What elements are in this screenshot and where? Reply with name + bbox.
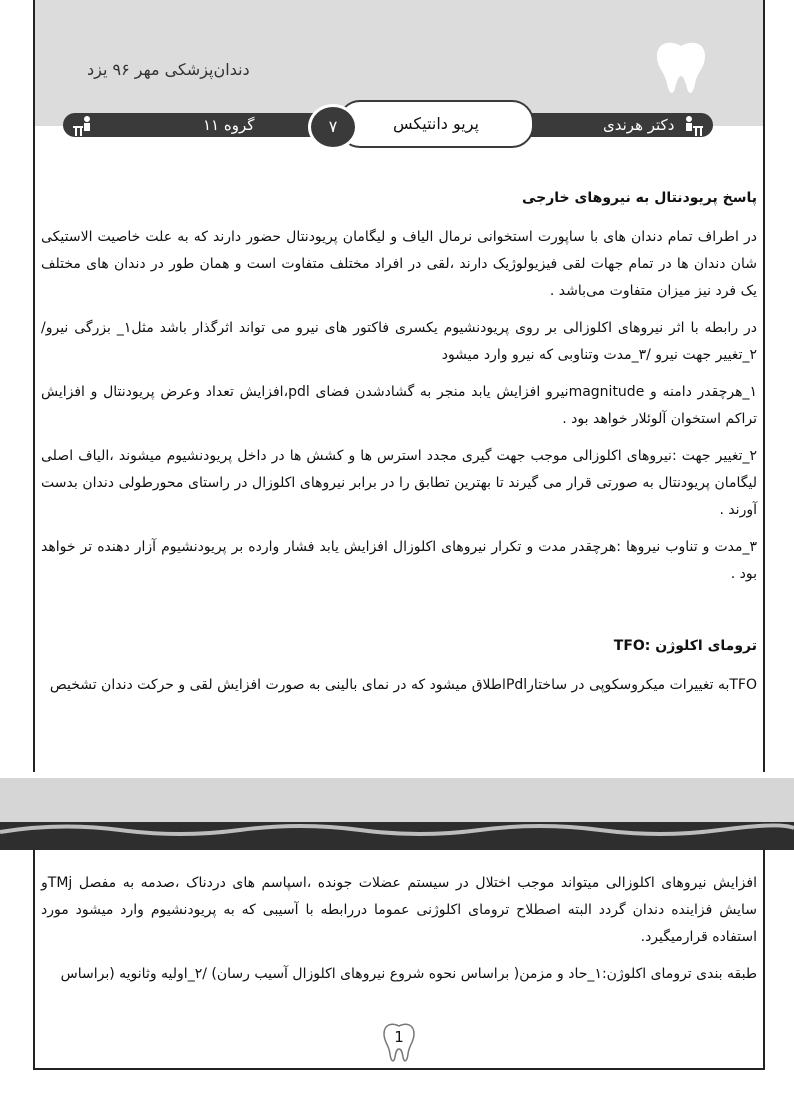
page-header (35, 0, 763, 136)
person-at-desk-icon (681, 114, 705, 138)
header-title: دندان‌پزشکی مهر ۹۶ یزد (87, 60, 250, 79)
page-content (41, 870, 757, 998)
paragraph: در رابطه با اثر نیروهای اکلوزالی بر روی پریودنشیوم یکسری فاکتور های نیرو می تواند اثرگذار باشد مثل۱_ بزرگی نیرو/۲_تغییر جهت نیرو /۳_مدت وتناوبی که نیرو وارد میشود (41, 320, 757, 363)
person-at-desk-icon (71, 114, 95, 138)
document-page-1 (33, 0, 765, 772)
page-number: 1 (394, 1028, 404, 1046)
session-number: ۷ (308, 104, 358, 150)
tooth-logo (649, 38, 713, 100)
paragraph: ۳_مدت و تناوب نیروها :هرچقدر مدت و تکرار نیروهای اکلوزال افزایش یابد فشار وارده بر پریودنشیوم آزار دهنده تر خواهد بود . (41, 539, 757, 582)
section-heading: ترومای اکلوژن :TFO (613, 638, 757, 654)
page-content (41, 190, 757, 709)
section-heading: پاسخ پریودنتال به نیروهای خارجی (521, 190, 757, 206)
separator-decoration (0, 818, 794, 838)
paragraph: ۲_تغییر جهت :نیروهای اکلوزالی موجب جهت گیری مجدد استرس ها و کشش ها در داخل پریودنشیوم میشوند ،الیاف اصلی لیگامان پریودنتال به صورتی قرار می گیرند تا بهترین تطابق را در برابر نیروهای اکلوزال در راستای محورطولی دندان بدست آورند . (41, 448, 757, 518)
paragraph: TFOبه تغییرات میکروسکوپی در ساختارPdlاطلاق میشود که در نمای بالینی به صورت افزایش لقی و حرکت دندان تشخیص (49, 677, 757, 693)
document-page-2 (33, 850, 765, 1070)
subject-pill: پریو دانتیکس (338, 100, 534, 148)
group-label: گروه ۱۱ (203, 116, 255, 134)
paragraph: در اطراف تمام دندان های با ساپورت استخوانی نرمال الیاف و لیگامان پریودنتال حضور دارند که به علت خاصیت الاستیکی شان دندان ها در تمام جهات لقی فیزیولوژیک دارند ،لقی در افراد مختلف متفاوت است و همان طور در دندان های مختلف یک فرد نیز میزان متفاوت می‌باشد . (41, 229, 757, 299)
paragraph: ۱_هرچقدر دامنه و magnitudeنیرو افزایش یابد منجر به گشادشدن فضای pdl،افزایش تعداد وعرض پریودنتال و افزایش تراکم استخوان آلوئلار خواهد بود . (41, 384, 758, 427)
doctor-name: دکتر هرندی (603, 116, 675, 134)
header-band (63, 104, 713, 138)
paragraph: طبقه بندی ترومای اکلوژن:۱_حاد و مزمن( براساس نحوه شروع نیروهای اکلوزال آسیب رسان) /۲_اولیه وثانویه (براساس (60, 966, 757, 982)
paragraph: افزایش نیروهای اکلوزالی میتواند موجب اختلال در سیستم عضلات جونده ،اسپاسم های دردناک ،صدمه به مفصل TMjو سایش فزاینده دندان گردد البته اصطلاح ترومای اکلوژنی عموما دررابطه با آسیبی که به پریودنشیوم وارد میشود مورد استفاده قرارمیگیرد. (41, 875, 757, 945)
